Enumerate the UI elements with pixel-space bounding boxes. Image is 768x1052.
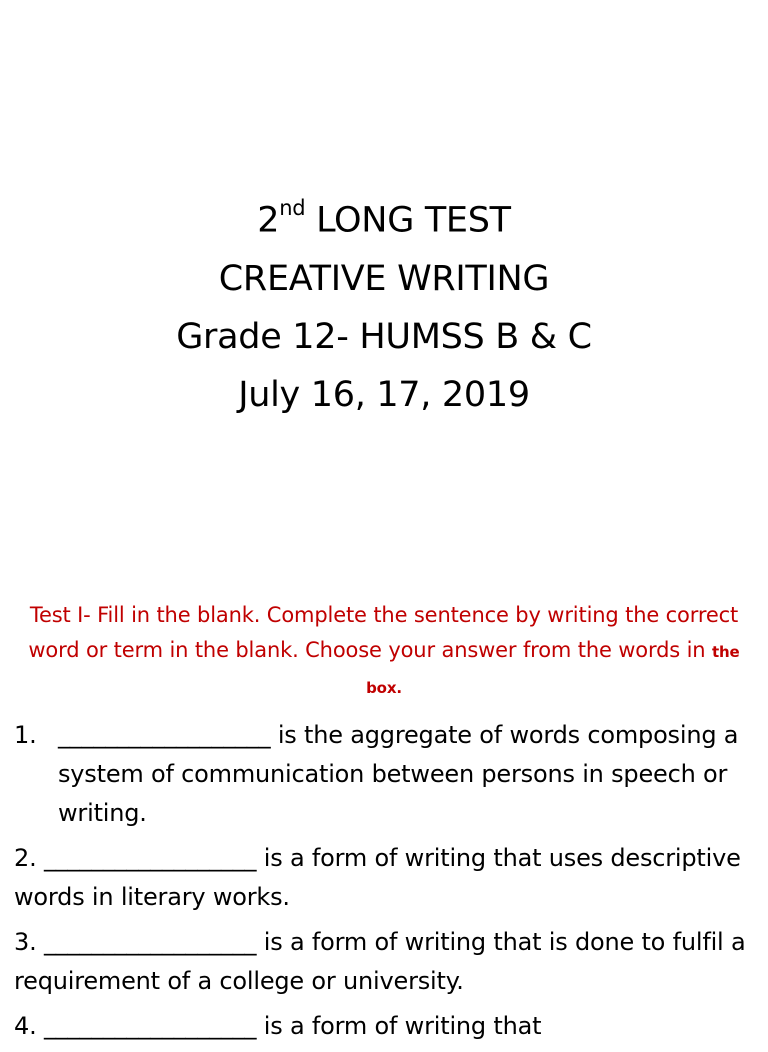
title-test-name: LONG TEST [316, 200, 511, 241]
question-item-2 [14, 839, 754, 917]
answer-blank: __________________ [58, 721, 271, 749]
question-number: 2. [14, 844, 37, 872]
title-subject: CREATIVE WRITING [218, 258, 550, 299]
answer-blank: __________________ [43, 928, 257, 956]
answer-blank: __________________ [43, 1012, 257, 1040]
title-date: July 16, 17, 2019 [238, 374, 530, 415]
question-number: 4. [14, 1012, 37, 1040]
question-text: is a form of writing that is done to fulfil a requirement of a college or university. [14, 928, 746, 995]
title-line-test-number [0, 183, 768, 250]
question-item-1 [14, 716, 754, 833]
instructions-tail-text: the box. [366, 642, 740, 697]
title-ordinal-suffix: nd [279, 196, 306, 220]
question-text: is the aggregate of words composing a system of communication between persons in speech or writing. [58, 721, 739, 827]
question-number: 3. [14, 928, 37, 956]
title-grade-section: Grade 12- HUMSS B & C [176, 316, 592, 357]
question-text: is a form of writing that uses descriptive words in literary works. [14, 844, 741, 911]
question-text: is a form of writing that [263, 1012, 542, 1040]
question-item-4 [14, 1007, 754, 1046]
instructions-main-text: Test I- Fill in the blank. Complete the sentence by writing the correct word or term in the blank. Choose your answer from the words in [28, 603, 739, 662]
title-number: 2 [257, 200, 280, 241]
test-instructions [18, 598, 750, 706]
question-number: 1. [14, 721, 37, 749]
question-item-3 [14, 923, 754, 1001]
test-title [0, 183, 768, 424]
answer-blank: __________________ [43, 844, 257, 872]
question-list [14, 716, 754, 1052]
